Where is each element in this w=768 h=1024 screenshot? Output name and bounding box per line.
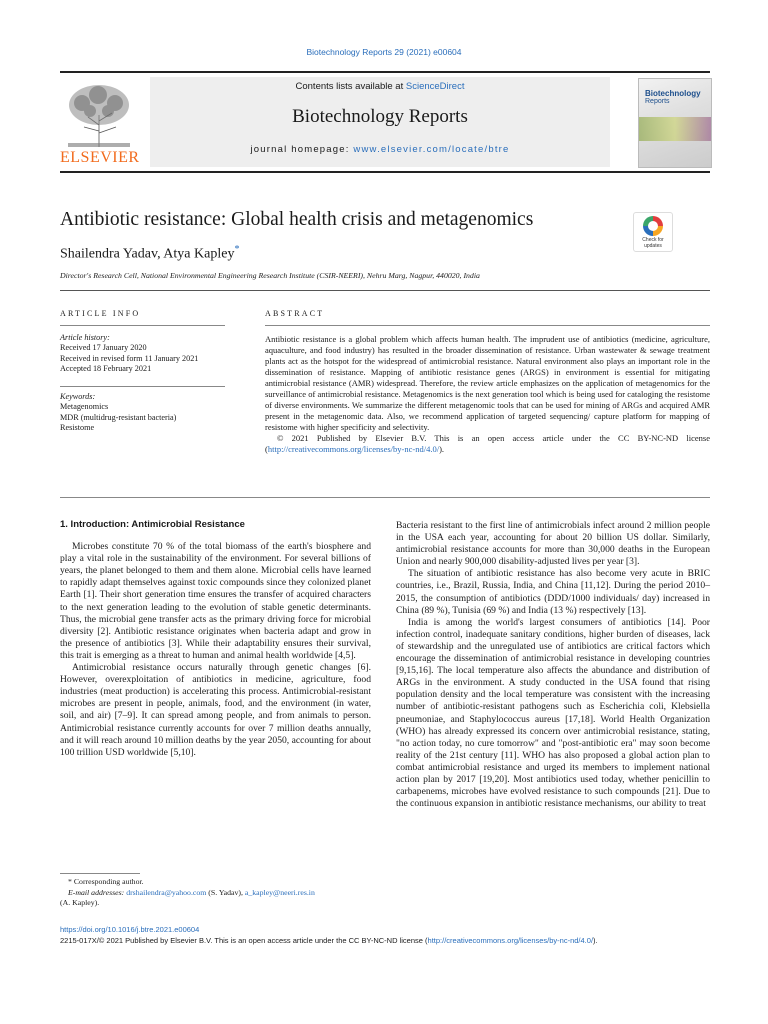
- paragraph: Antimicrobial resistance occurs naturally through genetic changes [6]. However, overexploitation of antibiotics in medicine, agriculture, food industries (meat production) is accelerating this process. Antimicrobial-resistant microbes are present in people, animals, food, and the environment (in water, soil, and air) [7–9]. It can spread among people, and from animals to person. Antimicrobial resistance currently accounts for over 7 million deaths annually, and it will reach around 10 million deaths by the year 2050, accounting for about 100 trillion USD worldwide [5,10].: [60, 662, 371, 758]
- article-history: [60, 333, 230, 375]
- divider: [60, 290, 710, 291]
- journal-title: Biotechnology Reports: [292, 106, 468, 127]
- history-revised: Received in revised form 11 January 2021: [60, 353, 199, 363]
- check-for-updates-label: Check for updates: [642, 237, 664, 249]
- copyright-line: 2215-017X/© 2021 Published by Elsevier B.V. This is an open access article under the CC BY-NC-ND license (http://creativecommons.org/licenses/by-nc-nd/4.0/).: [60, 935, 598, 945]
- section-heading: 1. Introduction: Antimicrobial Resistance: [60, 519, 245, 530]
- abstract-text: Antibiotic resistance is a global problem which affects human health. The imprudent use of antibiotics (medicine, agriculture, aquaculture, and food industry) has resulted in the broader dissemination of resistance. Urban wastewater & sewage treatment plants act as the hotspot for the widespread of antimicrobial resistance. Natural environment also plays an important role in the dissemination of resistance. Mapping of antibiotic resistance genes (ARGS) in environment is essential for mitigating antimicrobial resistance (AMR) widespread. Therefore, the review article emphasizes on the application of metagenomics for the surveillance of antimicrobial resistance. Metagenomics is the next generation tool which is being used for cataloging the resistome of diverse environments. We summarize the different metagenomic tools that can be used for mining of ARGs and acquired AMR present in the metagenomic data. Also, we recommend application of targeted sequencing/ capture platform for mapping of resistome with higher specificity and selectivity.: [265, 334, 710, 432]
- paragraph: Bacteria resistant to the first line of antimicrobials infect around 2 million people in the USA each year, accounting for about 20 billion US dollar. Similarly, antimicrobial resistance accounts for more than 30,000 deaths in the European Union and nearly 900,000 disability-adjusted lives per year [3].: [396, 520, 710, 568]
- left-column: [60, 519, 371, 759]
- elsevier-wordmark: ELSEVIER: [60, 149, 140, 166]
- license-link[interactable]: http://creativecommons.org/licenses/by-nc-nd/4.0/: [267, 444, 440, 454]
- cover-title: Biotechnology: [645, 89, 701, 98]
- doi-link[interactable]: https://doi.org/10.1016/j.btre.2021.e00604: [60, 925, 200, 934]
- article-info-heading: ARTICLE INFO: [60, 309, 141, 318]
- corresponding-author-note: * Corresponding author.: [68, 877, 144, 886]
- footnote: [60, 877, 380, 909]
- keyword-item: Resistome: [60, 423, 95, 433]
- keywords-label: Keywords:: [60, 392, 96, 401]
- crossmark-icon: [643, 216, 663, 236]
- abstract-license: © 2021 Published by Elsevier B.V. This is an open access article under the CC BY-NC-ND license (http://creativecommons.org/licenses/by-nc-nd/4.0/).: [265, 433, 710, 454]
- paragraph: The situation of antibiotic resistance has also become very acute in BRIC countries, i.e., Brazil, Russia, India, and China [11,12]. During the period 2010–2015, the consumption of antibiotics (DDD/1000 individuals/ day) increased in China (89 %), Tunisia (69 %) and India (13 %) respectively [13].: [396, 568, 710, 616]
- page-footer: [60, 925, 720, 946]
- journal-cover[interactable]: [638, 78, 712, 168]
- affiliation: Director's Research Cell, National Environmental Engineering Research Institute (CSIR-NEERI), Nehru Marg, Nagpur, 440020, India: [60, 271, 480, 280]
- contents-line: Contents lists available at ScienceDirect: [295, 81, 465, 92]
- sciencedirect-link[interactable]: ScienceDirect: [405, 81, 465, 92]
- article-title: Antibiotic resistance: Global health crisis and metagenomics: [60, 209, 534, 230]
- divider: [60, 325, 225, 326]
- elsevier-tree-logo[interactable]: [60, 81, 138, 165]
- keyword-item: MDR (multidrug-resistant bacteria): [60, 412, 177, 422]
- author-list: Shailendra Yadav, Atya Kapley*: [60, 244, 240, 262]
- email-owner: (A. Kapley).: [60, 898, 100, 907]
- cover-image: [639, 117, 711, 141]
- journal-masthead: [150, 77, 610, 167]
- journal-reference[interactable]: Biotechnology Reports 29 (2021) e00604: [306, 47, 462, 57]
- email-link-kapley[interactable]: a_kapley@neeri.res.in: [244, 887, 315, 897]
- paragraph: India is among the world's largest consumers of antibiotics [14]. Poor infection control, inadequate sanitary conditions, higher burden of diseases, lack of stewardship and the unregulated use of antibiotics are critical factors which encourage the dissemination of antimicrobial resistance in developing countries [9,15,16]. The local temperature also affects the abundance and distribution of ARGs in the environment. A study conducted in the USA found that rising population density and the local temperature was consistent with the increasing number of antibiotic-resistant pathogens such as Escherichia coli, Klebsiella pneumoniae, and Staphylococcus aureus [17,18]. World Health Organization (WHO) has already expressed its concern over antimicrobial resistance, stating, "no action today, no cure tomorrow" and "post-antibiotic era" may soon become reality of the 21st century [11]. WHO has also proposed a global action plan to combat antimicrobial resistance and urged its members to implement national action plan by 2017 [19,20]. Most antibiotics used today, whether penicillin to carbapenems, microbes have evolved resistance to such compounds [21]. Due to the continuous expansion in antibiotic resistance mechanisms, our ability to treat: [396, 616, 710, 810]
- history-accepted: Accepted 18 February 2021: [60, 364, 152, 374]
- divider: [60, 497, 710, 498]
- homepage-link[interactable]: www.elsevier.com/locate/btre: [353, 144, 510, 155]
- cover-subtitle: Reports: [645, 98, 670, 105]
- right-column: [396, 520, 710, 810]
- email-line: E-mail addresses: drshailendra@yahoo.com (S. Yadav), a_kapley@neeri.res.in: [68, 887, 315, 897]
- history-received: Received 17 January 2020: [60, 343, 147, 353]
- keywords: [60, 392, 230, 434]
- paragraph: Microbes constitute 70 % of the total biomass of the earth's biosphere and play a vital role in the sustainability of the environment. For several billions of years, the planet belonged to them and them alone. Microbial cells have learned to rapidly adapt themselves against toxic compounds since they colonized planet Earth [1]. Their short generation time ensures the transfer of acquired characters to the next generation leading to the evolution of stable genetic determinants. Thus, the microbial gene transfer acts as the primary driving force for microbial diversity [2]. Antibiotic resistance originates when bacteria adapt and grow in the presence of antibiotics [3]. While their adaptability ensures their survival, this trait is emerging as a threat to human and animal health worldwide [4,5].: [60, 541, 371, 661]
- journal-homepage: journal homepage: www.elsevier.com/locate/btre: [250, 144, 510, 155]
- corresponding-author-mark[interactable]: *: [234, 244, 240, 255]
- check-for-updates-icon[interactable]: [633, 212, 673, 252]
- footer-license-link[interactable]: http://creativecommons.org/licenses/by-nc-nd/4.0/: [427, 935, 594, 945]
- email-link-yadav[interactable]: drshailendra@yahoo.com: [126, 887, 207, 897]
- keyword-item: Metagenomics: [60, 402, 109, 412]
- history-label: Article history:: [60, 333, 110, 342]
- divider: [265, 325, 710, 326]
- divider: [60, 386, 225, 387]
- footnote-divider: [60, 873, 140, 874]
- abstract-body: [265, 334, 710, 455]
- abstract-heading: ABSTRACT: [265, 309, 325, 318]
- journal-header: [60, 71, 710, 173]
